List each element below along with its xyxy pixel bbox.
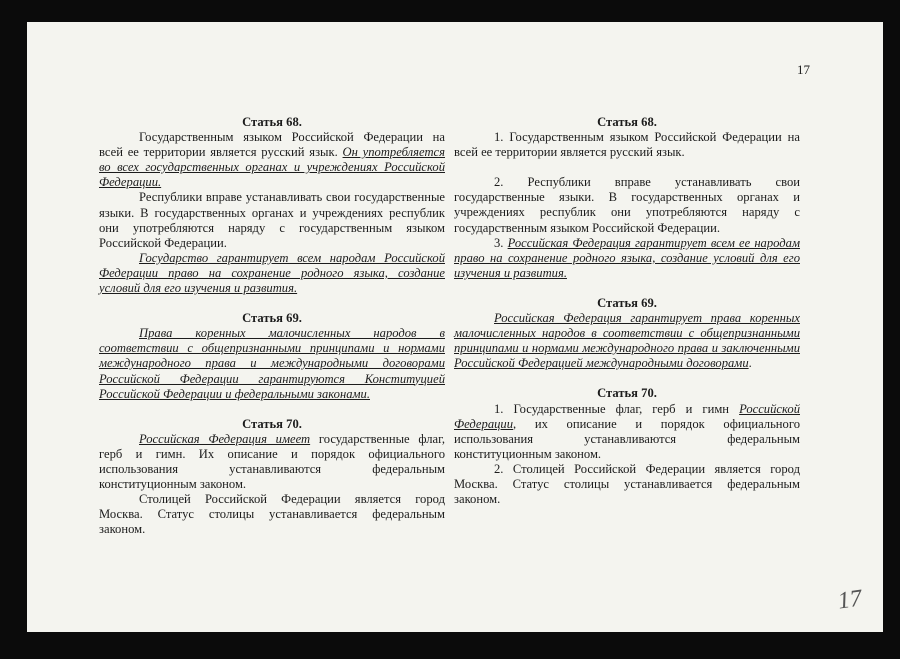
article-69-heading-right: Статья 69. xyxy=(597,295,657,310)
article-68-p2-left: Республики вправе устанавливать свои государственные языки. В государственных органах и учреждениях республик они употребляются наряду с государственным языком Российской Федерации. xyxy=(99,190,445,250)
article-69-p1-right: Российская Федерация гарантирует права коренных малочисленных народов в соответствии с общепризнанными принципами и нормами международного права и заключенными Российской Федерацией международными договорами. xyxy=(454,311,800,371)
article-68-p3-left: Государство гарантирует всем народам Российской Федерации право на сохранение родного языка, создание условий для его изучения и развития. xyxy=(99,250,445,296)
article-70-p1-right: 1. Государственные флаг, герб и гимн Российской Федерации, их описание и порядок официального использования устанавливаются федеральным конституционным законом. xyxy=(454,401,800,461)
article-68-p1-emphasis-left: Он употребляется во всех государственных органах и учреждениях Российской Федерации. xyxy=(99,145,445,190)
left-column xyxy=(99,115,445,537)
article-70-heading-left: Статья 70. xyxy=(242,416,302,431)
article-68-heading-left: Статья 68. xyxy=(242,115,302,129)
article-69-p1-left: Права коренных малочисленных народов в соответствии с общепризнанными принципами и нормами международного права и международными договорами Российской Федерации гарантируются Конституцией Российской Федерации и федеральными законами. xyxy=(99,326,445,401)
page-number: 17 xyxy=(797,62,810,77)
article-68-heading-right: Статья 68. xyxy=(597,115,657,129)
article-68-p1-right: 1. Государственным языком Российской Федерации на всей ее территории является русский язык. xyxy=(454,130,800,160)
article-68-p1-left: Государственным языком Российской Федерации на всей ее территории является русский язык. Он употребляется во всех государственных органах и учреждениях Российской Федерации. xyxy=(99,130,445,190)
article-70-p1-left: Российская Федерация имеет государственные флаг, герб и гимн. Их описание и порядок официального использования устанавливаются федеральным конституционным законом. xyxy=(99,431,445,492)
article-69-heading-left: Статья 69. xyxy=(242,311,302,326)
article-68-p3-right: 3. Российская Федерация гарантирует всем ее народам право на сохранение родного языка, создание условий для его изучения и развития. xyxy=(454,235,800,280)
article-70-heading-right: Статья 70. xyxy=(597,386,657,401)
article-70-p2-left: Столицей Российской Федерации является город Москва. Статус столицы устанавливается федеральным законом. xyxy=(99,492,445,537)
right-column xyxy=(454,115,800,507)
article-68-p2-right: 2. Республики вправе устанавливать свои государственные языки. В государственных органах и учреждениях республик они употребляются наряду с государственным языком Российской Федерации. xyxy=(454,175,800,235)
handwritten-mark: 17 xyxy=(836,585,864,615)
document-page xyxy=(27,22,883,632)
article-70-p2-right: 2. Столицей Российской Федерации является город Москва. Статус столицы устанавливается федеральным законом. xyxy=(454,461,800,507)
